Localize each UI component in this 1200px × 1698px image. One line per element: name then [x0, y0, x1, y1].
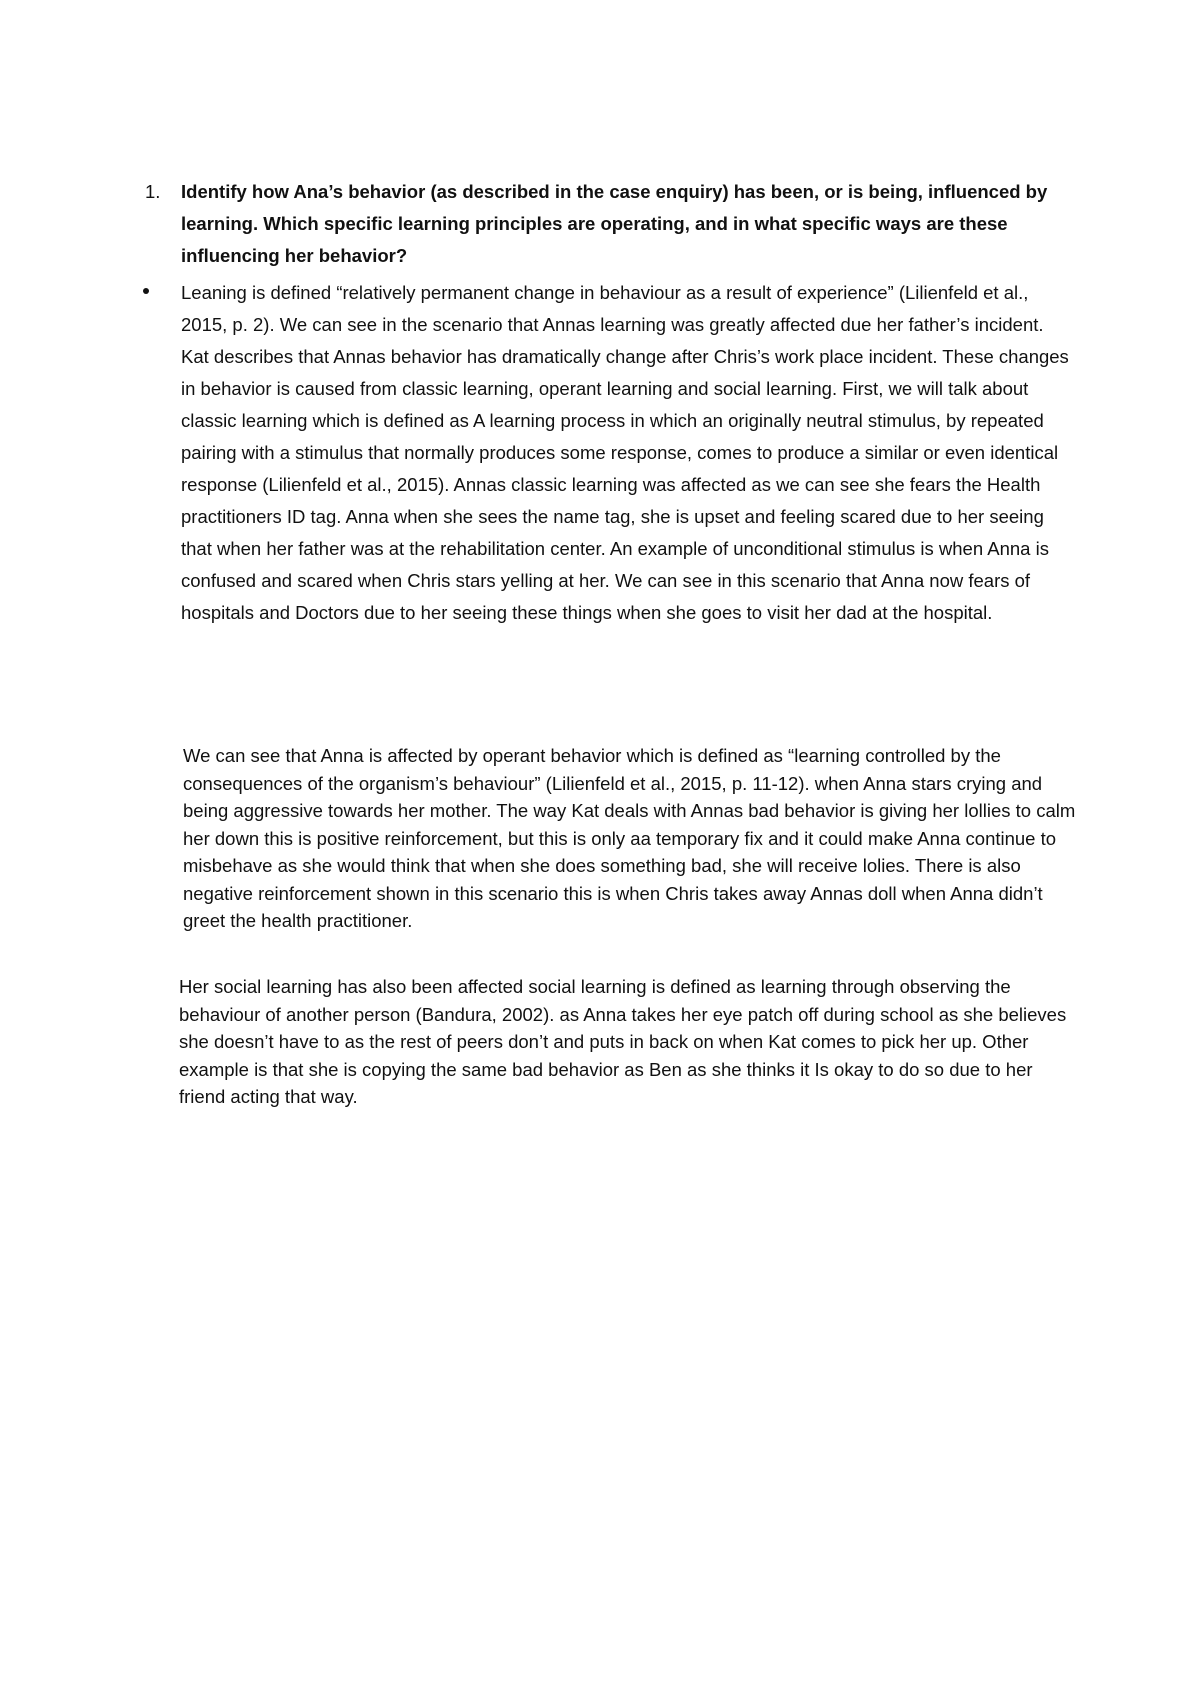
answer-bullet-item: [142, 277, 1072, 629]
question-number: 1.: [145, 181, 161, 202]
question-item: [145, 176, 1075, 272]
question-text: Identify how Ana’s behavior (as described in the case enquiry) has been, or is being, influenced by learning. Which specific learning principles are operating, and in what specific ways are these influencing her behavior?: [181, 181, 1048, 266]
bullet-icon: [142, 277, 181, 295]
answer-paragraph-classical: Leaning is defined “relatively permanent change in behaviour as a result of experience” (Lilienfeld et al., 2015, p. 2). We can see in the scenario that Annas learning was greatly affected due her father’s incident. Kat describes that Annas behavior has dramatically change after Chris’s work place incident. These changes in behavior is caused from classic learning, operant learning and social learning. First, we will talk about classic learning which is defined as A learning process in which an originally neutral stimulus, by repeated pairing with a stimulus that normally produces some response, comes to produce a similar or even identical response (Lilienfeld et al., 2015). Annas classic learning was affected as we can see she fears the Health practitioners ID tag. Anna when she sees the name tag, she is upset and feeling scared due to her seeing that when her father was at the rehabilitation center. An example of unconditional stimulus is when Anna is confused and scared when Chris stars yelling at her. We can see in this scenario that Anna now fears of hospitals and Doctors due to her seeing these things when she goes to visit her dad at the hospital.: [181, 282, 1069, 623]
answer-paragraph-social: Her social learning has also been affected social learning is defined as learning through observing the behaviour of another person (Bandura, 2002). as Anna takes her eye patch off during school as she believes she doesn’t have to as the rest of peers don’t and puts in back on when Kat comes to pick her up. Other example is that she is copying the same bad behavior as Ben as she thinks it Is okay to do so due to her friend acting that way.: [179, 976, 1067, 1107]
answer-paragraph-operant: We can see that Anna is affected by operant behavior which is defined as “learning controlled by the consequences of the organism’s behaviour” (Lilienfeld et al., 2015, p. 11-12). when Anna stars crying and being aggressive towards her mother. The way Kat deals with Annas bad behavior is giving her lollies to calm her down this is positive reinforcement, but this is only aa temporary fix and it could make Anna continue to misbehave as she would think that when she does something bad, she will receive lolies. There is also negative reinforcement shown in this scenario this is when Chris takes away Annas doll when Anna didn’t greet the health practitioner.: [183, 745, 1076, 931]
